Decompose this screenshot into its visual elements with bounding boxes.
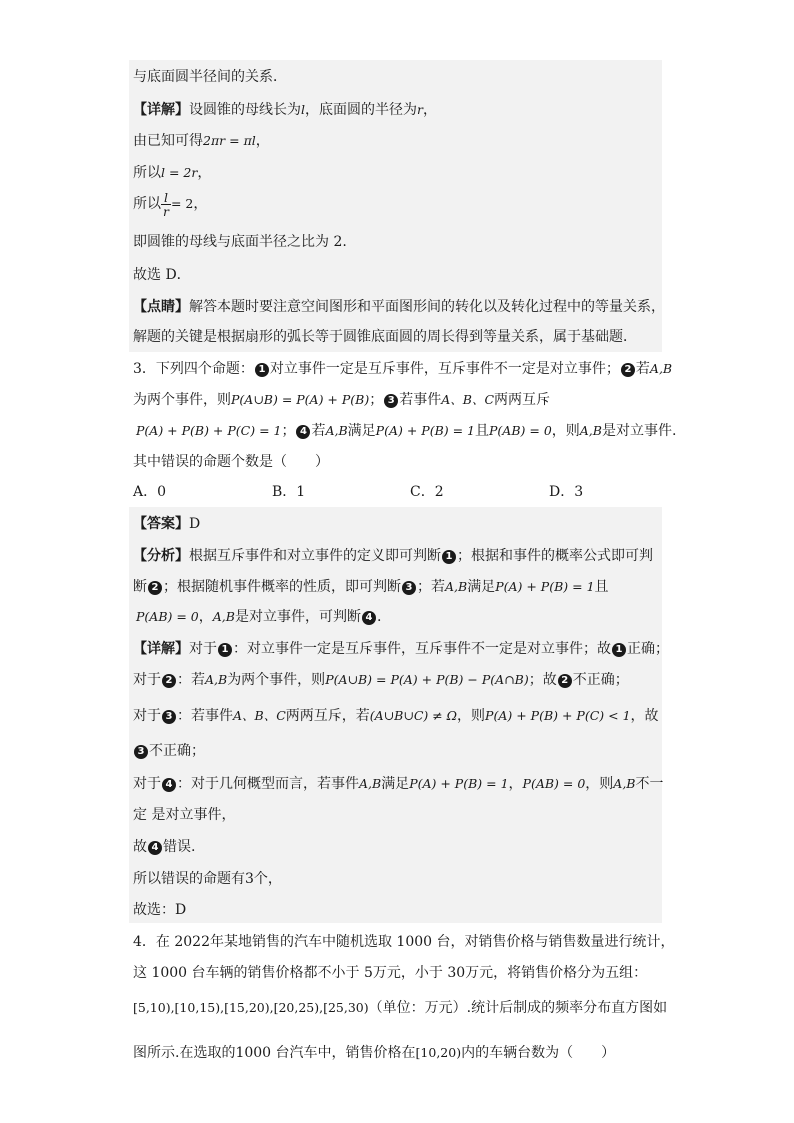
text-fragment: ，	[193, 196, 208, 212]
analysis-line	[136, 608, 381, 626]
math-expr: A、B、C	[441, 392, 495, 407]
question-4-line	[133, 933, 675, 951]
analysis-tag: 【分析】	[133, 548, 189, 564]
math-expr: [10,20)	[415, 1045, 462, 1060]
text-fragment: ，则	[551, 423, 580, 439]
question-3-line	[133, 391, 550, 409]
math-expr: A,B	[325, 423, 348, 438]
question-4-line	[133, 999, 667, 1017]
math-expr: P(A) + P(B) + P(C) = 1	[136, 423, 282, 438]
text-fragment: 故	[133, 839, 147, 855]
question-3-line	[133, 360, 672, 378]
math-expr: 2πr = πl	[203, 133, 256, 148]
fraction	[161, 191, 171, 218]
question-4-line	[133, 1044, 615, 1062]
text-fragment: ，	[255, 133, 270, 149]
text-fragment: 对于	[189, 641, 217, 657]
text-fragment: 是对立事件.	[601, 423, 677, 439]
text-fragment: 其中错误的命题个数是（ ）	[133, 454, 329, 470]
math-expr: A,B	[205, 672, 228, 687]
circled-number: 3	[134, 745, 148, 759]
text-fragment: 若	[635, 361, 650, 377]
text-fragment: 故选 D．	[133, 267, 191, 283]
text-line	[133, 298, 665, 316]
text-fragment: 对于	[133, 672, 161, 688]
text-line	[133, 266, 191, 284]
math-expr: l = 2r	[161, 165, 198, 180]
math-expr: A,B	[613, 776, 636, 791]
text-fragment: 所以	[133, 196, 161, 212]
detail-line	[133, 671, 629, 689]
math-var: r	[417, 102, 423, 117]
text-fragment: （单位：万元）.统计后制成的频率分布直方图如	[368, 1000, 668, 1016]
text-fragment: 若	[311, 423, 326, 439]
math-expr: P(A) + P(B) = 1	[495, 579, 595, 594]
text-fragment: ：对于几何概型而言，若事件	[177, 776, 359, 792]
math-expr: P(AB) = 0	[136, 609, 199, 624]
math-expr: P(AB) = 0	[522, 776, 586, 791]
text-fragment: 所以	[133, 165, 161, 181]
text-line	[133, 68, 287, 86]
circled-number: 2	[162, 674, 176, 688]
option-a: A．0	[133, 484, 167, 500]
text-fragment: 所以错误的命题有3个，	[133, 871, 282, 887]
text-fragment: 若事件	[399, 392, 442, 408]
circled-number: 4	[296, 425, 310, 439]
text-fragment: 断	[133, 579, 147, 595]
text-fragment: 故选：D	[133, 902, 187, 918]
text-fragment: 不一	[635, 776, 664, 792]
text-fragment: 4．在 2022年某地销售的汽车中随机选取 1000 台，对销售价格与销售数量进行统计，	[133, 934, 675, 950]
text-fragment: ，底面圆的半径为	[305, 102, 417, 118]
circled-number: 3	[162, 710, 176, 724]
text-fragment: ，	[198, 609, 213, 625]
circled-number: 1	[442, 550, 456, 564]
text-fragment: ，故	[630, 708, 659, 724]
math-expr: = 2	[170, 196, 194, 211]
detail-line	[133, 707, 659, 725]
text-fragment: ；根据和事件的概率公式即可判	[457, 548, 653, 564]
circled-number: 3	[384, 394, 398, 408]
text-fragment: 对立事件一定是互斥事件，互斥事件不一定是对立事件；	[269, 361, 620, 377]
text-fragment: 不正确；	[572, 672, 629, 688]
detail-line	[133, 640, 669, 658]
text-fragment: 图所示.在选取的1000 台汽车中，销售价格在	[133, 1045, 416, 1061]
math-expr: P(AB) = 0	[489, 423, 552, 438]
text-fragment: 由已知可得	[133, 133, 203, 149]
circled-number: 4	[148, 841, 162, 855]
math-expr: P(A) + P(B) + P(C) < 1	[485, 708, 631, 723]
text-fragment: 且	[594, 579, 609, 595]
text-fragment: 为两个事件，则	[133, 392, 231, 408]
text-fragment: 与底面圆半径间的关系．	[133, 69, 287, 85]
math-expr: A、B、C	[233, 708, 286, 723]
option-c: C．2	[410, 484, 444, 500]
text-fragment: 不正确；	[149, 743, 205, 759]
text-fragment: ；根据随机事件概率的性质，即可判断	[163, 579, 401, 595]
detail-line	[133, 901, 186, 919]
text-fragment: 内的车辆台数为（ ）	[461, 1045, 616, 1061]
answer-value: D	[189, 516, 201, 532]
answer-tag: 【答案】	[133, 516, 189, 532]
text-fragment: 两两互斥	[494, 392, 551, 408]
text-line	[133, 189, 207, 219]
option-d: D．3	[549, 484, 584, 500]
question-3-line	[136, 422, 676, 440]
text-fragment: ：若	[177, 672, 205, 688]
text-fragment: 是对立事件，可判断	[234, 609, 361, 625]
text-fragment: 解答本题时要注意空间图形和平面图形间的转化以及转化过程中的等量关系，	[189, 299, 665, 315]
text-fragment: 满足	[467, 579, 496, 595]
math-expr: A,B	[212, 609, 235, 624]
text-fragment: 满足	[347, 423, 376, 439]
math-expr: A,B	[649, 361, 673, 376]
text-fragment: ，	[508, 776, 523, 792]
math-expr: A,B	[445, 579, 468, 594]
text-fragment: 两两互斥，若	[285, 708, 370, 724]
math-expr: P(A) + P(B) = 1	[409, 776, 509, 791]
detail-line	[133, 775, 663, 793]
text-fragment: 为两个事件，则	[227, 672, 326, 688]
text-fragment: ，则	[457, 708, 486, 724]
text-line	[133, 164, 211, 182]
text-fragment: ；故	[528, 672, 557, 688]
text-line	[133, 328, 637, 346]
detail-line	[133, 742, 205, 760]
text-line	[133, 101, 437, 119]
text-line	[133, 132, 270, 150]
text-fragment: 根据互斥事件和对立事件的定义即可判断	[189, 548, 441, 564]
answer-line	[133, 515, 200, 533]
text-fragment: 对于	[133, 708, 161, 724]
text-fragment: 且	[475, 423, 490, 439]
tip-tag: 【点睛】	[133, 299, 189, 315]
text-fragment: 对于	[133, 776, 161, 792]
text-fragment: 错误.	[163, 839, 196, 855]
question-4-line	[133, 964, 647, 982]
circled-number: 2	[621, 363, 635, 377]
text-fragment: ：若事件	[177, 708, 233, 724]
detail-line	[133, 806, 235, 824]
text-fragment: 定 是对立事件，	[133, 807, 236, 823]
detail-tag: 【详解】	[133, 102, 189, 118]
text-fragment: 设圆锥的母线长为	[189, 102, 301, 118]
text-fragment: ，则	[585, 776, 614, 792]
text-fragment: ；	[281, 423, 296, 439]
detail-tag: 【详解】	[133, 641, 189, 657]
option-b: B．1	[272, 484, 306, 500]
analysis-line	[133, 578, 609, 596]
math-var: l	[301, 102, 305, 117]
circled-number: 2	[148, 581, 162, 595]
circled-number: 1	[255, 363, 269, 377]
math-expr: A,B	[359, 776, 382, 791]
math-expr: A,B	[579, 423, 602, 438]
text-fragment: 即圆锥的母线与底面半径之比为 2.	[133, 234, 347, 250]
math-expr: P(A∪B) = P(A) + P(B) − P(A∩B)	[325, 672, 529, 687]
text-fragment: .	[376, 609, 382, 625]
question-3-line	[133, 453, 329, 471]
math-expr: P(A) + P(B) = 1	[375, 423, 476, 438]
circled-number: 4	[362, 611, 376, 625]
fraction-denominator: r	[163, 203, 169, 219]
text-line	[133, 233, 347, 251]
text-fragment: 解题的关键是根据扇形的弧长等于圆锥底面圆的周长得到等量关系，属于基础题．	[133, 329, 637, 345]
text-fragment: 满足	[381, 776, 410, 792]
text-fragment: ；	[369, 392, 384, 408]
math-expr: (A∪B∪C) ≠ Ω	[369, 708, 458, 723]
text-fragment: ：对立事件一定是互斥事件，互斥事件不一定是对立事件；故	[233, 641, 611, 657]
fraction-numerator: l	[161, 191, 171, 205]
circled-number: 3	[402, 581, 416, 595]
analysis-line	[133, 547, 653, 565]
math-expr: P(A∪B) = P(A) + P(B)	[231, 392, 370, 407]
text-fragment: ，	[422, 102, 437, 118]
math-expr: [5,10),[10,15),[15,20),[20,25),[25,30)	[133, 1000, 369, 1015]
detail-line	[133, 870, 282, 888]
circled-number: 2	[558, 674, 572, 688]
circled-number: 1	[612, 643, 626, 657]
text-fragment: ，	[197, 165, 212, 181]
detail-line	[133, 838, 195, 856]
circled-number: 1	[218, 643, 232, 657]
text-fragment: 正确；	[627, 641, 669, 657]
text-fragment: ；若	[417, 579, 445, 595]
text-fragment: 这 1000 台车辆的销售价格都不小于 5万元，小于 30万元，将销售价格分为五组：	[133, 965, 648, 981]
circled-number: 4	[162, 778, 176, 792]
text-fragment: 3．下列四个命题：	[133, 361, 254, 377]
